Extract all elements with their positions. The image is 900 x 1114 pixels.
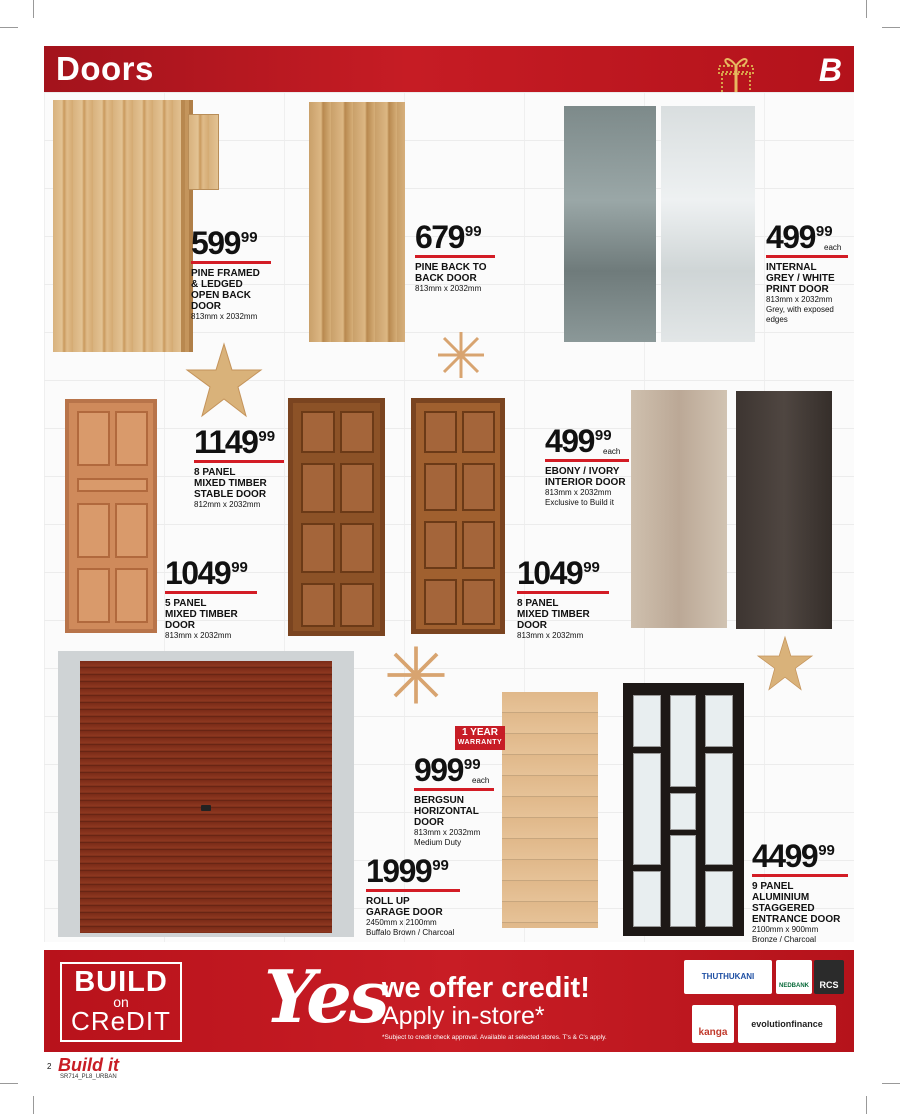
price-cents: 99 [594, 427, 612, 444]
price-each: each [603, 447, 621, 456]
crop-mark [866, 1096, 867, 1114]
crop-mark [33, 1096, 34, 1114]
crop-mark [866, 0, 867, 18]
price-cents: 99 [231, 559, 248, 576]
product-spec: 813mm x 2032mm [517, 631, 584, 640]
ebony-door-image [736, 391, 832, 629]
boc-line2: on [113, 994, 129, 1010]
product-spec: 813mm x 2032mm [414, 828, 481, 837]
crop-mark [0, 1083, 18, 1084]
price-cents: 99 [258, 428, 276, 445]
product-name: OPEN BACK [191, 290, 252, 301]
product-spec: Bronze / Charcoal [752, 935, 817, 944]
credit-headline: we offer credit! [382, 972, 590, 1004]
credit-subheadline: Apply in-store* [382, 1002, 545, 1030]
product-name: 8 PANEL [194, 467, 236, 478]
brand-b-icon: B [818, 52, 842, 88]
product-name: 9 PANEL [752, 881, 794, 892]
price-block-stable [194, 426, 284, 510]
pine-framed-door-thumbnail [188, 114, 219, 190]
price-amount: 679 [415, 219, 464, 255]
product-name: MIXED TIMBER [517, 609, 590, 620]
price-cents: 99 [432, 857, 449, 874]
horizontal-door-image [502, 692, 598, 928]
product-name: HORIZONTAL [414, 806, 479, 817]
price-amount: 4499 [752, 838, 818, 874]
price-block-aluminium [752, 840, 848, 945]
product-name: DOOR [414, 817, 444, 828]
price-underline [517, 591, 609, 594]
stable-door-image [288, 398, 385, 636]
price-block-five-panel [165, 557, 257, 641]
grey-print-door-image [564, 106, 656, 342]
product-name: DOOR [517, 620, 547, 631]
price-block-pine-framed [191, 227, 271, 322]
product-name: BERGSUN [414, 795, 465, 806]
product-name: ROLL UP [366, 896, 410, 907]
product-name: DOOR [165, 620, 195, 631]
product-name: ENTRANCE DOOR [752, 914, 841, 925]
build-on-credit-logo [60, 962, 182, 1042]
price-block-bergsun [414, 754, 494, 848]
price-underline [165, 591, 257, 594]
boc-line1: BUILD [74, 966, 168, 998]
warranty-years: 1 YEAR [462, 727, 498, 738]
product-name: PINE BACK TO [415, 262, 487, 273]
build-it-logo: Build it [58, 1055, 119, 1075]
price-cents: 99 [818, 842, 835, 859]
price-amount: 1049 [165, 555, 231, 591]
price-underline [366, 889, 460, 892]
product-spec: Medium Duty [414, 838, 462, 847]
product-name: INTERIOR DOOR [545, 477, 626, 488]
product-spec: 813mm x 2032mm [545, 488, 612, 497]
aluminium-door-image [623, 683, 744, 936]
boc-line3: CReDIT [71, 1006, 171, 1036]
product-name: DOOR [191, 301, 221, 312]
rcs-logo: RCS [814, 960, 844, 994]
price-underline [545, 459, 629, 462]
thuthukani-logo: THUTHUKANI [684, 960, 772, 994]
page-title: Doors [56, 50, 154, 87]
product-name: GREY / WHITE [766, 273, 835, 284]
price-underline [415, 255, 495, 258]
warranty-label: WARRANTY [457, 739, 503, 746]
print-code: SR714_PL8_URBAN [60, 1074, 117, 1080]
price-underline [766, 255, 848, 258]
product-name: INTERNAL [766, 262, 817, 273]
product-spec: Grey, with exposed edges [766, 305, 834, 324]
product-name: 8 PANEL [517, 598, 559, 609]
product-name: EBONY / IVORY [545, 466, 620, 477]
snowflake-decoration-icon [436, 330, 486, 380]
warranty-badge [455, 726, 505, 750]
product-name: MIXED TIMBER [165, 609, 238, 620]
price-block-eight-panel [517, 557, 609, 641]
price-block-ebony-ivory [545, 425, 629, 508]
product-spec: 813mm x 2032mm [415, 284, 482, 293]
price-block-grey-white [766, 221, 848, 325]
price-underline [191, 261, 271, 264]
price-each: each [472, 776, 490, 785]
white-print-door-image [661, 106, 755, 342]
star-decoration-icon [183, 340, 265, 422]
price-cents: 99 [464, 223, 482, 240]
crop-mark [882, 1083, 900, 1084]
fine-print: *Subject to credit check approval. Available at selected stores. T's & C's apply. [382, 1034, 607, 1041]
product-name: GARAGE DOOR [366, 907, 443, 918]
price-amount: 1999 [366, 853, 432, 889]
product-name: & LEDGED [191, 279, 243, 290]
product-name: PINE FRAMED [191, 268, 260, 279]
product-name: BACK DOOR [415, 273, 477, 284]
product-spec: Buffalo Brown / Charcoal [366, 928, 455, 937]
crop-mark [0, 27, 18, 28]
product-spec: 2100mm x 900mm [752, 925, 819, 934]
price-block-garage [366, 855, 460, 938]
price-underline [752, 874, 848, 877]
crop-mark [882, 27, 900, 28]
evolution-finance-logo: evolutionfinance [738, 1005, 836, 1043]
product-spec: 813mm x 2032mm [191, 312, 258, 321]
yes-heading: Yes [264, 954, 387, 1039]
credit-banner [44, 950, 854, 1052]
price-cents: 99 [815, 223, 833, 240]
product-spec: 812mm x 2032mm [194, 500, 261, 509]
product-name: ALUMINIUM [752, 892, 810, 903]
product-spec: 813mm x 2032mm [165, 631, 232, 640]
nedbank-logo: NEDBANK [776, 960, 812, 994]
product-spec: 2450mm x 2100mm [366, 918, 437, 927]
product-spec: 813mm x 2032mm [766, 295, 833, 304]
product-name: STAGGERED [752, 903, 815, 914]
price-underline [194, 460, 284, 463]
price-block-pine-back [415, 221, 495, 294]
ivory-door-image [631, 390, 727, 628]
price-amount: 599 [191, 225, 240, 261]
price-amount: 499 [545, 423, 594, 459]
product-name: MIXED TIMBER [194, 478, 267, 489]
price-amount: 499 [766, 219, 815, 255]
pine-back-door-image [309, 102, 405, 342]
pine-framed-door-image [53, 100, 181, 352]
star-decoration-icon [755, 634, 815, 694]
price-cents: 99 [240, 229, 258, 246]
product-spec: Exclusive to Build it [545, 498, 614, 507]
eight-panel-door-image [411, 398, 505, 634]
page-number: 2 [47, 1062, 52, 1071]
product-name: STABLE DOOR [194, 489, 267, 500]
product-name: 5 PANEL [165, 598, 207, 609]
crop-mark [33, 0, 34, 18]
price-underline [414, 788, 494, 791]
price-cents: 99 [463, 756, 481, 773]
price-each: each [824, 243, 842, 252]
garage-door-image [58, 651, 354, 937]
price-amount: 1049 [517, 555, 583, 591]
five-panel-door-image [65, 399, 157, 633]
price-cents: 99 [583, 559, 600, 576]
product-name: PRINT DOOR [766, 284, 829, 295]
price-amount: 999 [414, 752, 463, 788]
snowflake-decoration-icon [385, 644, 447, 706]
kanga-logo: kanga [692, 1005, 734, 1043]
price-amount: 1149 [194, 424, 258, 460]
